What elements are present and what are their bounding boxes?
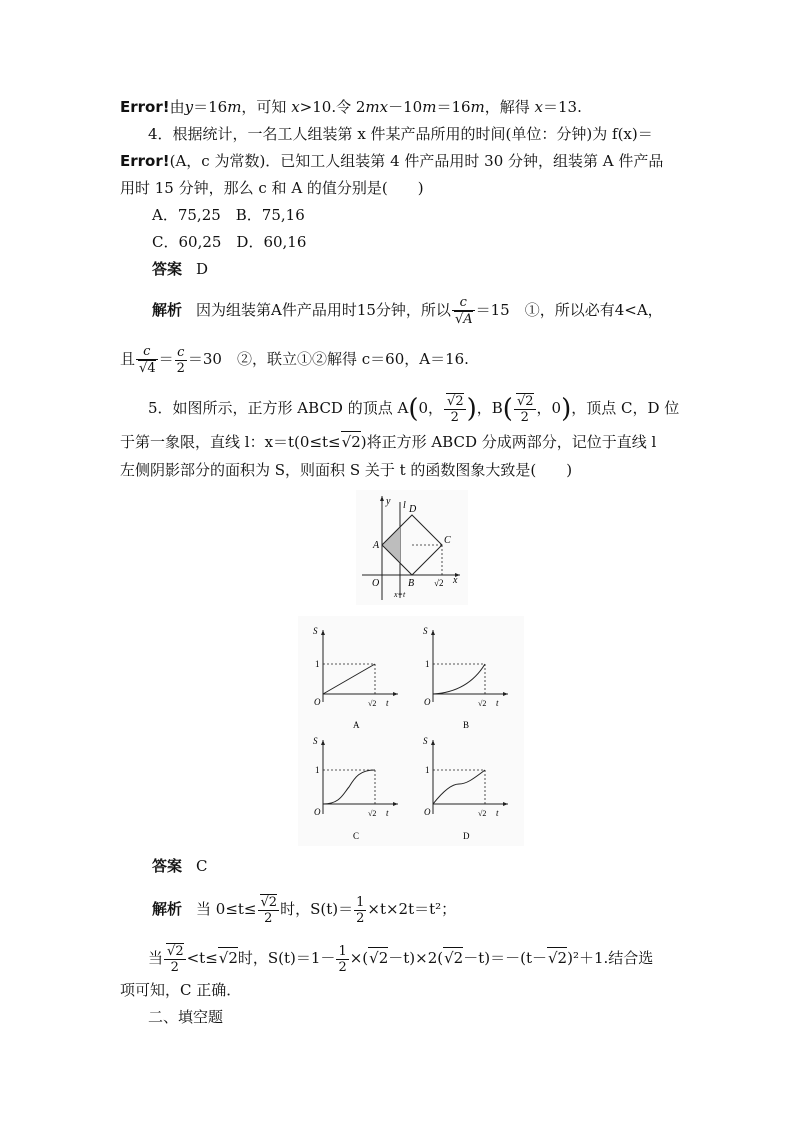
q4-line-3: 用时 15 分钟，那么 c 和 A 的值分别是( ) bbox=[120, 179, 424, 197]
error-text: Error! bbox=[120, 152, 170, 170]
svg-text:1: 1 bbox=[425, 659, 430, 669]
svg-text:C: C bbox=[353, 831, 360, 841]
text: y bbox=[184, 98, 194, 116]
svg-text:O: O bbox=[424, 697, 431, 707]
answer-value: C bbox=[196, 857, 208, 875]
svg-text:O: O bbox=[424, 807, 431, 817]
error-text: Error! bbox=[120, 98, 170, 116]
vertex-d-label: D bbox=[409, 504, 417, 515]
svg-text:t: t bbox=[386, 698, 389, 708]
svg-text:B: B bbox=[463, 720, 470, 730]
text: x bbox=[534, 98, 544, 116]
vertex-b-label: B bbox=[408, 578, 415, 589]
text: mx bbox=[365, 98, 389, 116]
text: m bbox=[470, 98, 485, 116]
svg-text:A: A bbox=[353, 720, 360, 730]
svg-text:t: t bbox=[386, 808, 389, 818]
q5-solution-1: 解析 当 0≤t≤ √ $\frac{2}{2}$ 时，S(t)＝ $\frac{1}{2}$ ×t×2t＝t²； bbox=[152, 894, 456, 926]
text: －10 bbox=[388, 98, 423, 116]
text: >10.令 2 bbox=[299, 98, 366, 116]
q5-solution-3: 项可知，C 正确． bbox=[120, 981, 242, 999]
text: m bbox=[227, 98, 242, 116]
fraction: c √ 4 bbox=[136, 344, 158, 376]
text: ＝15 ①，所以必有4<A， bbox=[475, 301, 663, 319]
q4-solution-2 bbox=[120, 344, 469, 376]
svg-text:√2: √2 bbox=[368, 809, 377, 818]
svg-text:S: S bbox=[423, 626, 428, 636]
fraction: √ $\frac{2}{2}$ bbox=[514, 393, 536, 425]
svg-text:S: S bbox=[423, 736, 428, 746]
line-equation-label: x=t bbox=[394, 590, 406, 599]
square-diagram bbox=[356, 490, 468, 605]
text-line-1 bbox=[120, 97, 582, 117]
text: 由 bbox=[169, 98, 185, 116]
text: x bbox=[291, 98, 300, 116]
svg-text:S: S bbox=[313, 736, 318, 746]
text: ，顶点 C，D 位 bbox=[571, 399, 680, 417]
svg-text:√2: √2 bbox=[478, 699, 487, 708]
text: ＝16 bbox=[436, 98, 471, 116]
text: ，可知 bbox=[241, 98, 292, 116]
q5-answer bbox=[152, 856, 208, 876]
svg-text:t: t bbox=[496, 698, 499, 708]
vertex-a-label: A bbox=[373, 540, 380, 551]
svg-text:√2: √2 bbox=[368, 699, 377, 708]
fraction: c √ A bbox=[452, 295, 475, 327]
q5-solution-2: 当 √ $\frac{2}{2}$ <t≤√ 2时，S(t)＝1－ $\frac{1}{2}$ ×(√ 2－t)×2(√ 2－t)＝－(t－√ 2)²＋1.结合选 bbox=[148, 943, 653, 975]
q4-solution-1 bbox=[152, 295, 663, 327]
answer-label: 答案 bbox=[152, 260, 183, 278]
text: 因为组装第A件产品用时15分钟，所以 bbox=[196, 301, 451, 319]
fraction: $\frac{c}{2}$ bbox=[176, 344, 185, 376]
text: 且 bbox=[120, 350, 136, 368]
answer-value: D bbox=[196, 260, 209, 278]
svg-text:S: S bbox=[313, 626, 318, 636]
text: ＝16 bbox=[193, 98, 228, 116]
text: ，解得 bbox=[484, 98, 535, 116]
svg-text:1: 1 bbox=[425, 765, 430, 775]
fraction: $\frac{1}{2}$ bbox=[338, 943, 347, 975]
answer-label: 答案 bbox=[152, 857, 183, 875]
solution-label: 解析 bbox=[152, 301, 183, 319]
text: m bbox=[422, 98, 437, 116]
svg-text:1: 1 bbox=[315, 765, 320, 775]
root2-label: √2 bbox=[434, 578, 444, 588]
q4-line-2 bbox=[120, 151, 663, 171]
x-axis-label: x bbox=[453, 575, 458, 586]
option-graphs bbox=[298, 616, 524, 846]
svg-text:O: O bbox=[314, 697, 321, 707]
q5-line-1: 5．如图所示，正方形 ABCD 的顶点 A(0， √ $\frac{2}{2}$ )，B( √ $\frac{2}{2}$ ，0)，顶点 C，D 位 bbox=[148, 393, 679, 425]
text: 5．如图所示，正方形 ABCD 的顶点 A bbox=[148, 399, 409, 417]
svg-text:t: t bbox=[496, 808, 499, 818]
svg-text:√2: √2 bbox=[478, 809, 487, 818]
section-heading: 二、填空题 bbox=[148, 1008, 224, 1026]
q4-answer bbox=[152, 259, 208, 279]
fraction: √ $\frac{2}{2}$ bbox=[164, 943, 186, 975]
line-l-label: l bbox=[403, 500, 406, 511]
solution-label: 解析 bbox=[152, 900, 183, 918]
svg-text:1: 1 bbox=[315, 659, 320, 669]
fraction: √ $\frac{2}{2}$ bbox=[444, 393, 466, 425]
q5-line-2: 于第一象限，直线 l：x＝t(0≤t≤√ 2)将正方形 ABCD 分成两部分，记位于直线 l bbox=[120, 431, 656, 452]
q4-options-cd: C．60,25 D．60,16 bbox=[152, 233, 307, 251]
fraction: √ $\frac{2}{2}$ bbox=[258, 894, 280, 926]
text: ＝ bbox=[158, 350, 174, 368]
origin-label: O bbox=[372, 578, 380, 589]
svg-text:D: D bbox=[463, 831, 470, 841]
svg-text:O: O bbox=[314, 807, 321, 817]
q4-line-1: 4．根据统计，一名工人组装第 x 件某产品所用的时间(单位：分钟)为 f(x)＝ bbox=[148, 125, 653, 143]
text: (A，c 为常数)．已知工人组装第 4 件产品用时 30 分钟，组装第 A 件产品 bbox=[169, 152, 664, 170]
q5-line-3: 左侧阴影部分的面积为 S，则面积 S 关于 t 的函数图象大致是( ) bbox=[120, 461, 573, 479]
q4-options-ab: A．75,25 B．75,16 bbox=[152, 206, 305, 224]
text: ＝30 ②，联立①②解得 c＝60，A＝16. bbox=[187, 350, 469, 368]
text: ＝13. bbox=[543, 98, 582, 116]
vertex-c-label: C bbox=[444, 535, 451, 546]
y-axis-label: y bbox=[386, 496, 391, 507]
fraction: $\frac{1}{2}$ bbox=[356, 894, 365, 926]
